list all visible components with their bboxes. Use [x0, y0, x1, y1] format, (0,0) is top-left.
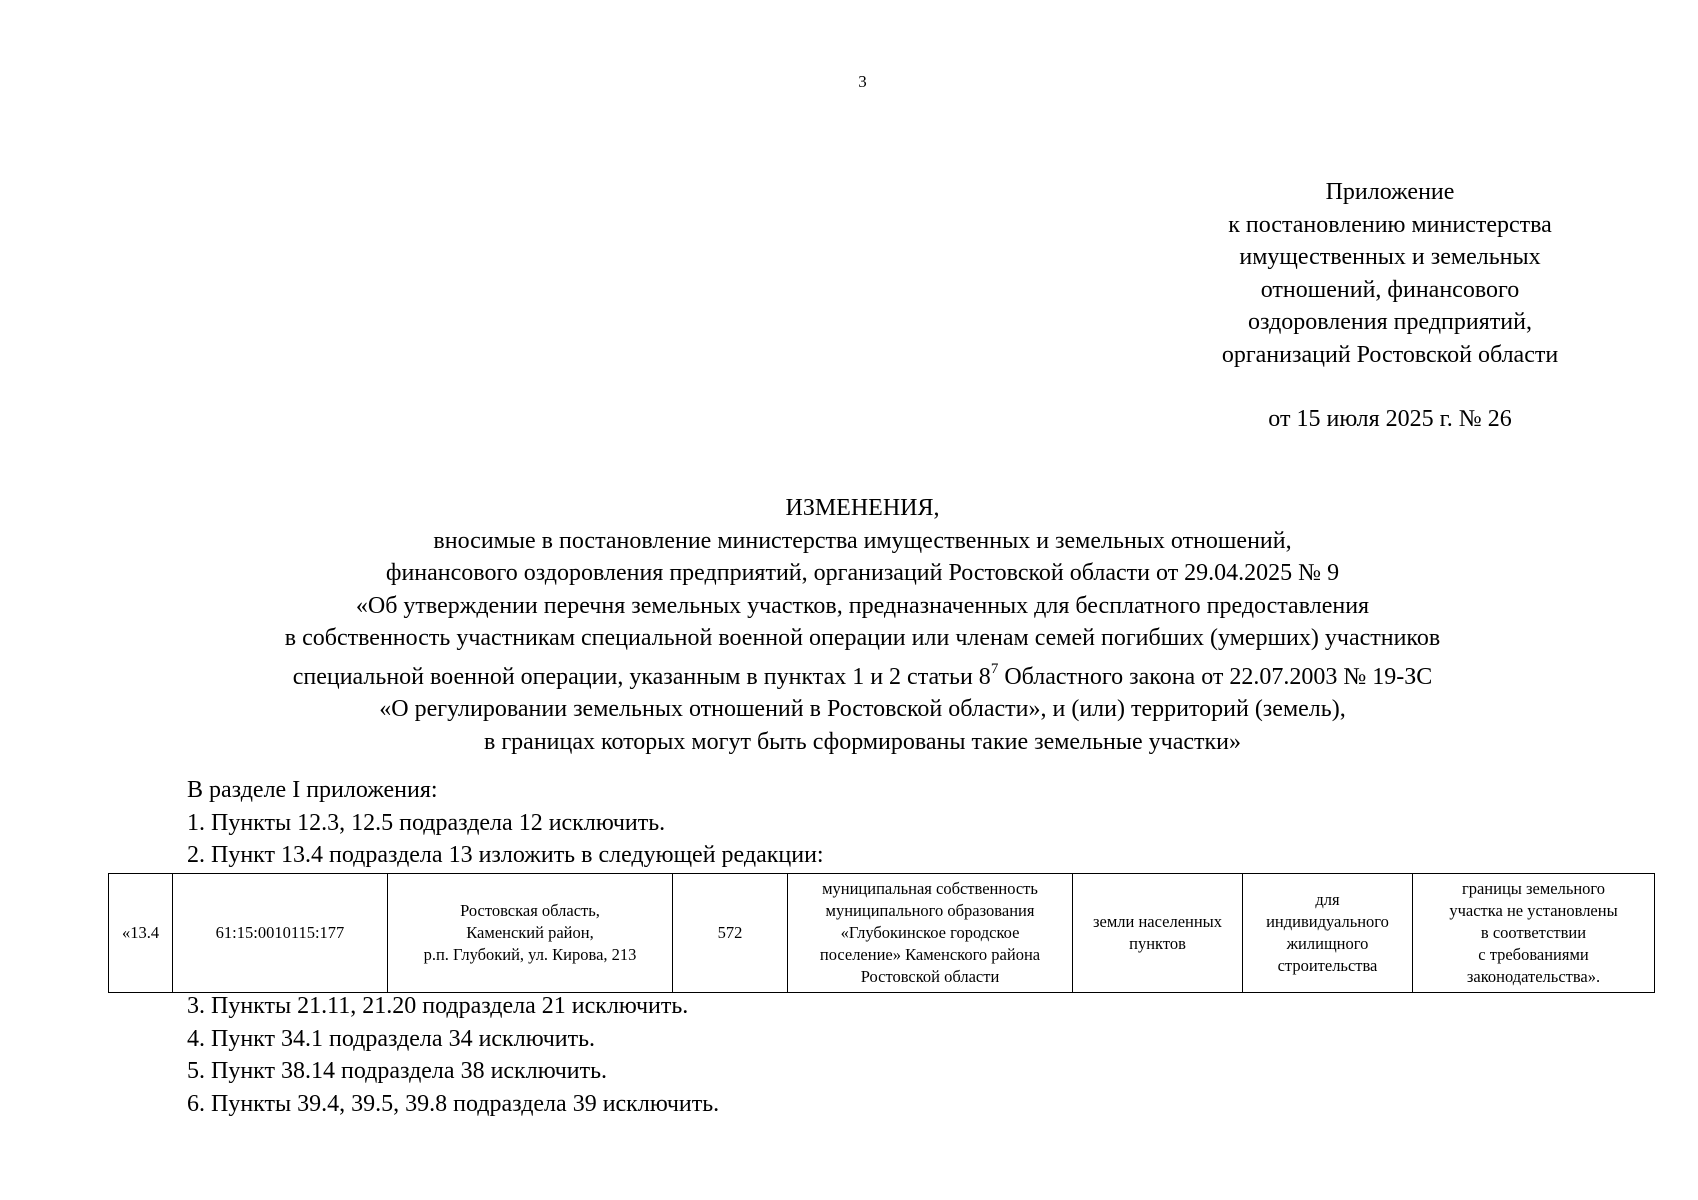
amendment-list-bottom — [187, 990, 719, 1120]
appendix-line: к постановлению министерства — [1228, 211, 1552, 238]
boundaries-line: в соответствии — [1480, 923, 1587, 942]
category-line: пунктов — [1129, 934, 1186, 953]
table-row — [109, 874, 1655, 993]
cell-address — [388, 874, 673, 993]
appendix-header — [1160, 176, 1620, 436]
title-line: финансового оздоровления предприятий, организаций Ростовской области от 29.04.2025 № 9 — [385, 560, 1340, 586]
ownership-line: муниципальная собственность — [822, 879, 1038, 898]
title-line: в границах которых могут быть сформированы такие земельные участки» — [484, 728, 1241, 755]
ownership-line: «Глубокинское городское — [840, 923, 1020, 942]
boundaries-line: с требованиями — [1478, 945, 1589, 964]
document-title — [0, 492, 1698, 758]
title-heading: ИЗМЕНЕНИЯ, — [785, 495, 940, 521]
address-line: р.п. Глубокий, ул. Кирова, 213 — [423, 945, 637, 964]
cell-area: 572 — [673, 874, 788, 993]
boundaries-line: участка не установлены — [1449, 901, 1618, 920]
amendment-item: В разделе I приложения: — [187, 777, 438, 803]
amendment-item: 4. Пункт 34.1 подраздела 34 исключить. — [187, 1025, 596, 1052]
amendment-item: 2. Пункт 13.4 подраздела 13 изложить в следующей редакции: — [187, 842, 824, 868]
parcel-table — [108, 873, 1655, 993]
title-line-part: Областного закона от 22.07.2003 № 19-ЗС — [998, 663, 1433, 690]
title-line-part: специальной военной операции, указанным в пунктах 1 и 2 статьи 8 — [292, 663, 991, 690]
ownership-line: Ростовской области — [860, 967, 1000, 986]
ownership-line: муниципального образования — [825, 901, 1035, 920]
amendment-item: 6. Пункты 39.4, 39.5, 39.8 подраздела 39 исключить. — [187, 1090, 720, 1117]
cell-cadastral-number: 61:15:0010115:177 — [173, 874, 388, 993]
purpose-line: жилищного — [1286, 934, 1369, 953]
address-line: Ростовская область, — [460, 901, 600, 920]
article-superscript: 7 — [990, 660, 999, 677]
appendix-line: Приложение — [1325, 179, 1455, 205]
title-line: «Об утверждении перечня земельных участков, предназначенных для бесплатного предоставления — [355, 592, 1370, 619]
purpose-line: индивидуального — [1266, 912, 1389, 931]
title-line: «О регулировании земельных отношений в Ростовской области», и (или) территорий (земель), — [379, 696, 1346, 722]
title-line — [0, 655, 1698, 694]
title-line: вносимые в постановление министерства имущественных и земельных отношений, — [433, 527, 1292, 554]
amendment-list-top — [187, 774, 824, 872]
cell-boundaries — [1413, 874, 1655, 993]
appendix-line: отношений, финансового — [1260, 276, 1520, 303]
cell-number: «13.4 — [109, 874, 173, 993]
boundaries-line: границы земельного — [1461, 879, 1606, 898]
cell-land-category — [1073, 874, 1243, 993]
title-line: в собственность участникам специальной военной операции или членам семей погибших (умерших) участников — [284, 625, 1441, 651]
appendix-date: от 15 июля 2025 г. № 26 — [1268, 406, 1512, 432]
category-line: земли населенных — [1092, 912, 1223, 931]
cell-purpose — [1243, 874, 1413, 993]
address-line: Каменский район, — [466, 923, 594, 942]
amendment-item: 5. Пункт 38.14 подраздела 38 исключить. — [187, 1058, 608, 1084]
appendix-line: имущественных и земельных — [1239, 244, 1541, 270]
amendment-item: 1. Пункты 12.3, 12.5 подраздела 12 исключить. — [187, 809, 666, 836]
boundaries-line: законодательства». — [1466, 967, 1601, 986]
purpose-line: для — [1315, 890, 1340, 909]
amendment-item: 3. Пункты 21.11, 21.20 подраздела 21 исключить. — [187, 993, 689, 1019]
cell-ownership — [788, 874, 1073, 993]
purpose-line: строительства — [1277, 956, 1378, 975]
ownership-line: поселение» Каменского района — [819, 945, 1041, 964]
appendix-line: организаций Ростовской области — [1221, 341, 1559, 368]
page-number: 3 — [858, 72, 867, 91]
appendix-line: оздоровления предприятий, — [1248, 309, 1532, 335]
